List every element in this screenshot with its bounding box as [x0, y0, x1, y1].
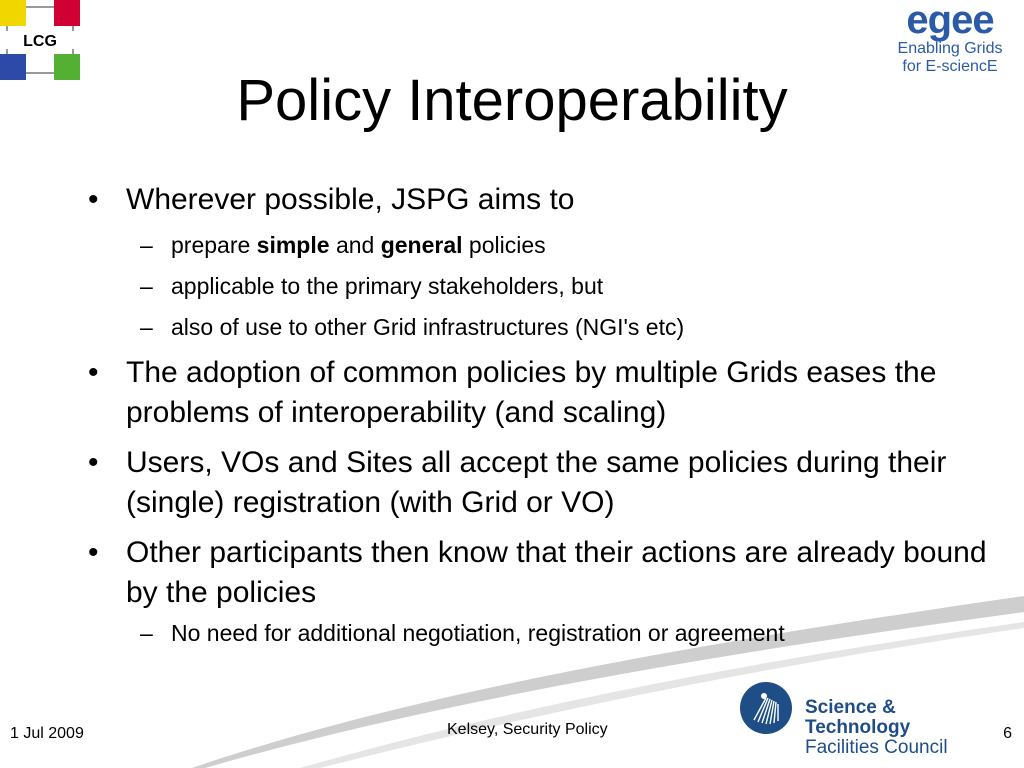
footer-date: 1 Jul 2009 — [10, 725, 84, 742]
stfc-name-line1: Science & Technology — [805, 697, 911, 738]
footer-author-title: Kelsey, Security Policy — [447, 721, 608, 738]
lcg-logo-text: LCG — [23, 33, 57, 50]
stfc-logo — [738, 680, 998, 758]
bullet-item — [88, 443, 988, 523]
bullet-text: The adoption of common policies by multiple Grids eases the problems of interoperability (and scaling) — [126, 356, 937, 429]
sub-bullet-text-suffix: policies — [468, 232, 546, 258]
sub-bullet-text: No need for additional negotiation, registration or agreement — [171, 620, 785, 646]
sub-bullet-text: applicable to the primary stakeholders, but — [171, 273, 604, 299]
stfc-emblem-icon — [738, 680, 794, 736]
sub-bullet-item — [88, 271, 988, 301]
sub-bullet-text-prefix: prepare — [171, 232, 251, 258]
bullet-text: Other participants then know that their actions are already bound by the policies — [126, 536, 987, 609]
sub-bullet-bold-simple: simple — [256, 232, 330, 258]
bullet-marker: • — [88, 536, 99, 569]
bullet-marker: • — [88, 183, 99, 216]
bullet-item — [88, 180, 988, 220]
page-number: 6 — [1003, 725, 1012, 742]
egee-logo-tagline-2: for E-sciencE — [902, 58, 998, 75]
bullet-text: Wherever possible, JSPG aims to — [126, 183, 575, 216]
sub-bullet-text-mid: and — [335, 232, 375, 258]
slide-title: Policy Interoperability — [236, 68, 788, 133]
bullet-marker: • — [88, 446, 99, 479]
dash-marker: – — [140, 232, 153, 258]
sub-bullet-text: also of use to other Grid infrastructures (NGI's etc) — [171, 314, 685, 340]
bullet-item — [88, 353, 988, 433]
bullet-list — [88, 180, 988, 659]
sub-bullet-item — [88, 230, 988, 260]
dash-marker: – — [140, 620, 153, 646]
bullet-item — [88, 533, 988, 613]
stfc-logo-text — [805, 698, 998, 758]
egee-logo-tagline-1: Enabling Grids — [897, 40, 1003, 57]
sub-bullet-bold-general: general — [380, 232, 463, 258]
sub-bullet-item — [88, 312, 988, 342]
egee-logo-word: egee — [906, 0, 994, 42]
bullet-text: Users, VOs and Sites all accept the same policies during their (single) registration (with Grid or VO) — [126, 446, 947, 519]
dash-marker: – — [140, 273, 153, 299]
dash-marker: – — [140, 314, 153, 340]
sub-bullet-item — [88, 618, 988, 648]
stfc-name-line2: Facilities Council — [805, 737, 948, 758]
bullet-marker: • — [88, 356, 99, 389]
